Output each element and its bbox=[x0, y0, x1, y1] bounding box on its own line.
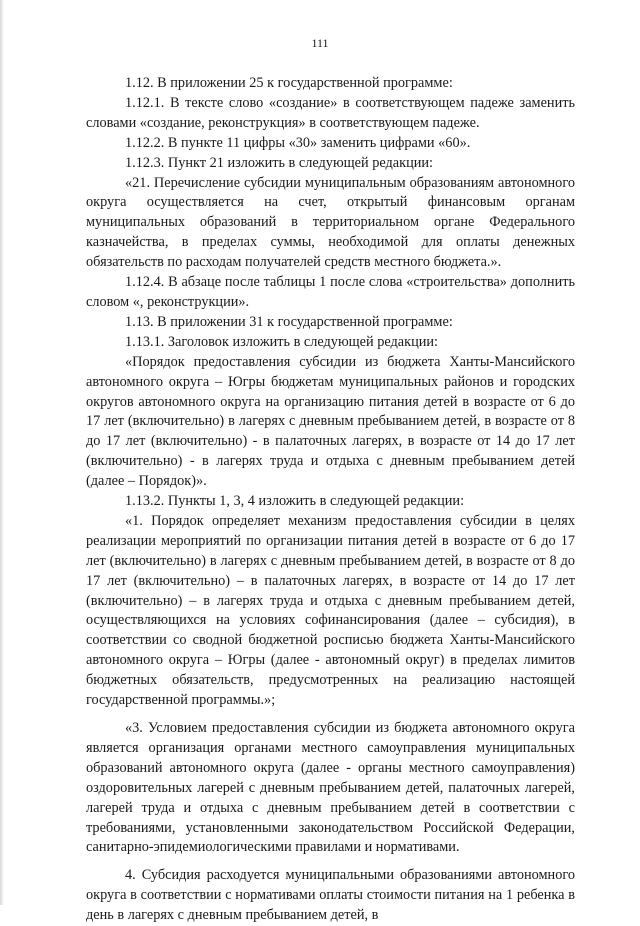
paragraph-point-4: 4. Субсидия расходуется муниципальными образованиями автономного округа в соответствии с нормативами оплаты стоимости питания на 1 ребенка в день в лагерях с дневным пребыванием детей, в bbox=[86, 867, 575, 924]
paragraph-1-12-1: 1.12.1. В тексте слово «создание» в соответствующем падеже заменить словами «создание, реконструкция» в соответствующем падеже. bbox=[86, 94, 575, 131]
page-number: 111 bbox=[311, 36, 329, 50]
paragraph-1-13: 1.13. В приложении 31 к государственной программе: bbox=[125, 313, 453, 330]
paragraph-title-quote: «Порядок предоставления субсидии из бюджета Ханты-Мансийского автономного округа – Югры бюджетам муниципальных районов и городских округов автономного округа на организацию питания детей в возрасте от 6 до 17 лет (включительно) в лагерях с дневным пребыванием детей, в возрасте от 8 до 17 лет (включительно) - в палаточных лагерях, в возрасте от 14 до 17 лет (включительно) - в лагерях труда и отдыха с дневным пребыванием детей (далее – Порядок)». bbox=[86, 353, 575, 490]
paragraph-1-12: 1.12. В приложении 25 к государственной программе: bbox=[125, 75, 453, 91]
document-body bbox=[86, 74, 575, 926]
paragraph-1-13-2: 1.13.2. Пункты 1, 3, 4 изложить в следующей редакции: bbox=[125, 493, 465, 510]
scan-edge bbox=[0, 0, 4, 905]
paragraph-1-12-4: 1.12.4. В абзаце после таблицы 1 после слова «строительства» дополнить словом «, реконструкции». bbox=[86, 274, 575, 310]
paragraph-1-12-3: 1.12.3. Пункт 21 изложить в следующей редакции: bbox=[125, 154, 434, 171]
paragraph-point-1: «1. Порядок определяет механизм предоставления субсидии в целях реализации мероприятий по организации питания детей в возрасте от 6 до 17 лет (включительно) в лагерях с дневным пребыванием детей, в возрасте от 8 до 17 лет (включительно) – в палаточных лагерях, в возрасте от 14 до 17 лет (включительно) – в лагерях труда и отдыха с дневным пребыванием детей, осуществляющихся на условиях софинансирования (далее – субсидия), в соответствии со сводной бюджетной росписью бюджета Ханты-Мансийского автономного округа – Югры (далее - автономный округ) в пределах лимитов бюджетных обязательств, предусмотренных на реализацию настоящей государственной программы.»; bbox=[86, 512, 575, 709]
paragraph-point-3: «3. Условием предоставления субсидии из бюджета автономного округа является организация органами местного самоуправления муниципальных образований автономного округа (далее - органы местного самоуправления) оздоровительных лагерей с дневным пребыванием детей, палаточных лагерей, лагерей труда и отдыха с дневным пребыванием детей в соответствии с требованиями, установленными законодательством Российской Федерации, санитарно-эпидемиологическими правилами и нормативами. bbox=[86, 720, 575, 856]
paragraph-point-21: «21. Перечисление субсидии муниципальным образованиям автономного округа осуществляется на счет, открытый финансовым органам муниципальных образований в территориальном органе Федерального казначейства, в пределах суммы, необходимой для оплаты денежных обязательств по расходам получателей средств местного бюджета.». bbox=[86, 174, 575, 271]
paragraph-1-13-1: 1.13.1. Заголовок изложить в следующей редакции: bbox=[125, 333, 439, 350]
paragraph-1-12-2: 1.12.2. В пункте 11 цифры «30» заменить цифрами «60». bbox=[125, 134, 471, 151]
